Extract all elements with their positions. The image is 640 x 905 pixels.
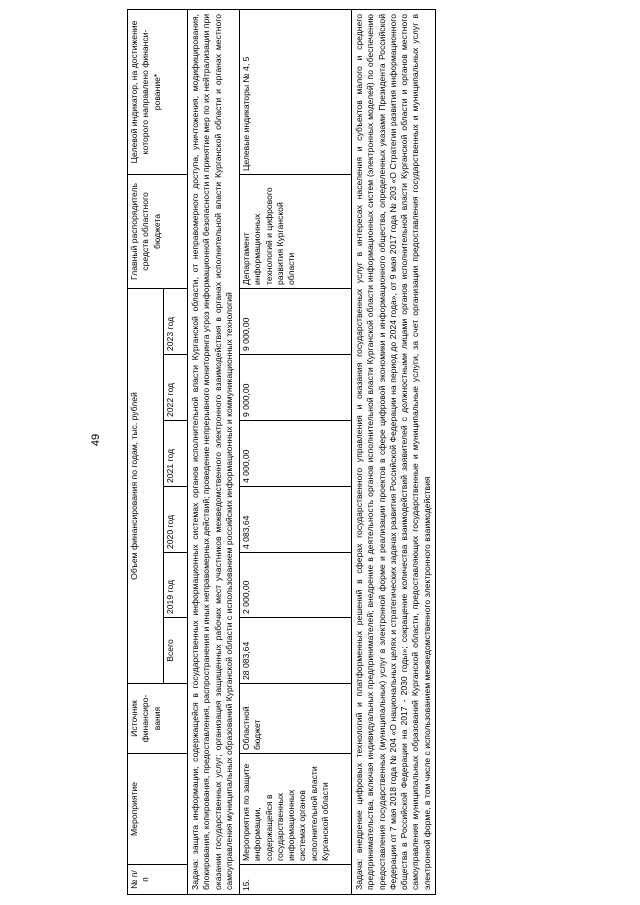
page-number: 49 — [90, 433, 102, 447]
header-row — [128, 9, 164, 894]
cell-total: 28 083,64 — [240, 618, 352, 684]
cell-measure: Мероприятия по защите информации, содержащейся в государственных информационных системах органов исполнительной власти Курганской области — [240, 754, 352, 865]
header-indicator: Целевой индикатор, на достижение которого направлено финанси-рование* — [128, 9, 188, 174]
header-measure: Мероприятие — [128, 754, 188, 865]
header-2022: 2022 год — [164, 355, 188, 421]
header-num: № п/п — [128, 865, 188, 895]
header-total: Всего — [164, 618, 188, 684]
header-manager: Главный распорядитель средств областного бюджета — [128, 174, 188, 288]
task-text-1: Задача: защита информации, содержащейся в государственных информационных системах органов исполнительной власти Курганской области, от неправомерного доступа, уничтожения, модифицирования, блокирования, копирования, предоставления, распространения и иных неправомерных действий; проведение непрерывного мониторинга угроз информационной безопасности и принятие мер по их нейтрализации при оказании государственных услуг; организация защищенных рабочих мест участников межведомственного электронного взаимодействия в органах исполнительной власти Курганской области и органах местного самоуправления муниципальных образований Курганской области с использованием российских информационных и коммуникационных технологий — [188, 9, 240, 894]
cell-manager: Департамент информационных технологий и цифрового развития Курганской области — [240, 174, 352, 288]
rotated-table-container — [127, 10, 637, 895]
cell-2023: 9 000,00 — [240, 288, 352, 354]
header-2019: 2019 год — [164, 553, 188, 618]
header-2020: 2020 год — [164, 487, 188, 553]
cell-2022: 9 000,00 — [240, 355, 352, 421]
cell-2021: 4 000,00 — [240, 421, 352, 487]
header-volume: Объем финансирования по годам, тыс. рублей — [128, 288, 164, 683]
cell-source: Областной бюджет — [240, 684, 352, 754]
cell-2020: 4 083,64 — [240, 487, 352, 553]
task-row — [188, 9, 240, 894]
financing-table — [127, 9, 436, 895]
task-row — [352, 9, 436, 894]
header-2023: 2023 год — [164, 288, 188, 354]
cell-num: 15. — [240, 865, 352, 895]
task-text-2: Задача: внедрение цифровых технологий и платформенных решений в сферах государственного управления и оказания государственных услуг в интересах населения и субъектов малого и среднего предпринимательства, включая индивидуальных предпринимателей; внедрение в деятельность органов исполнительной власти Курганской области информационных систем (электронных моделей) по обеспечению предоставления государственных (муниципальных) услуг в электронной форме и реализации проектов в сфере цифровой экономики и информационного общества, определенных указами Президента Российской Федерации от 7 мая 2018 года № 204 «О национальных целях и стратегических задачах развития Российской Федерации на период до 2024 года», от 9 мая 2017 года № 203 «О Стратегии развития информационного общества в Российской Федерации на 2017 - 2030 годы»; сокращение количества взаимодействий заявителей с должностными лицами органов исполнительной власти Курганской области и органов местного самоуправления муниципальных образований Курганской области, предоставляющих государственные и муниципальные услуги, за счет организации предоставления государственных и муниципальных услуг в электронной форме, в том числе с использованием межведомственного электронного взаимодействия — [352, 9, 436, 894]
header-2021: 2021 год — [164, 421, 188, 487]
header-source: Источник финансиро-вания — [128, 684, 188, 754]
cell-2019: 2 000,00 — [240, 553, 352, 618]
cell-indicator: Целевые индикаторы № 4, 5 — [240, 9, 352, 174]
table-row — [240, 9, 352, 894]
